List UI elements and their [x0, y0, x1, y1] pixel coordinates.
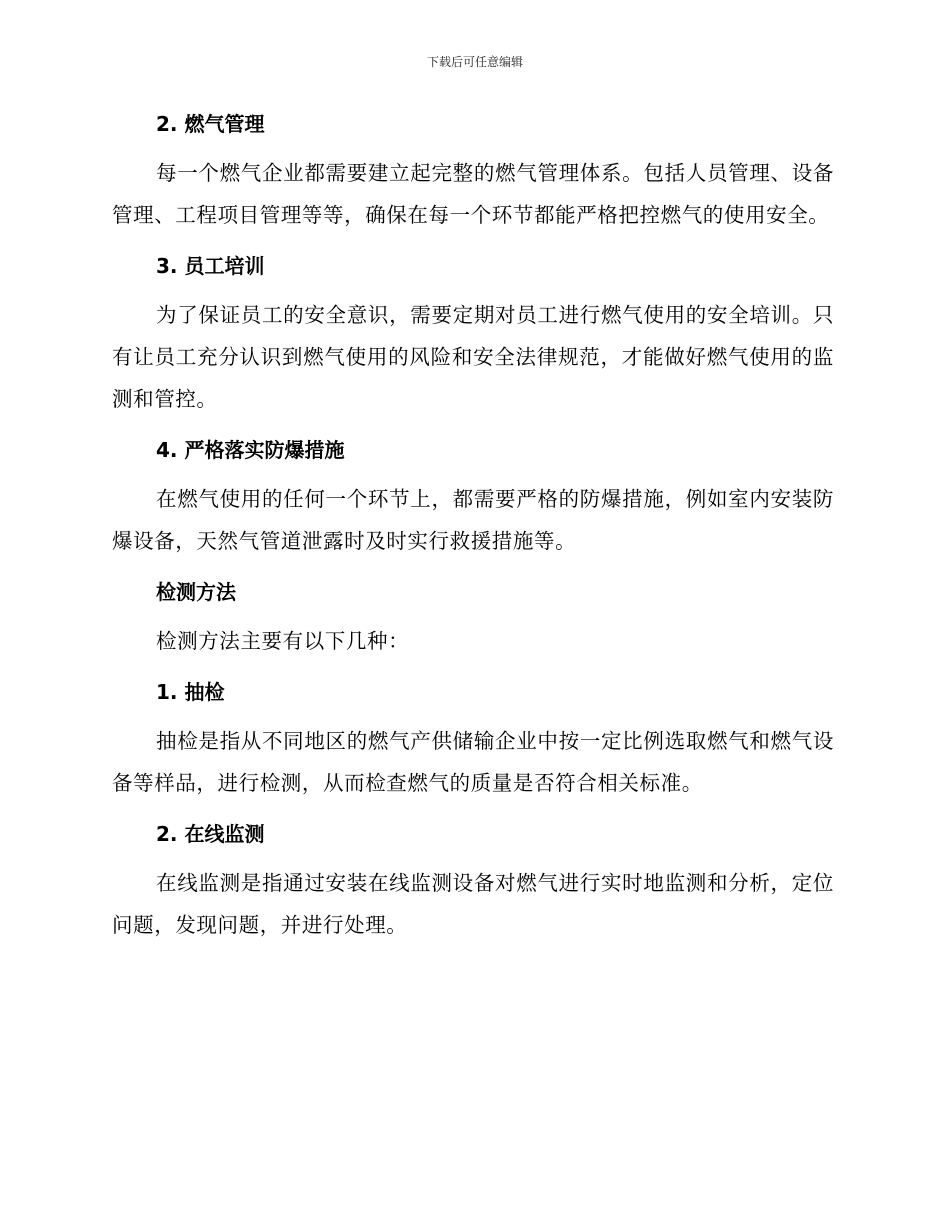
section-heading-gas-management: 2. 燃气管理: [156, 112, 265, 136]
page-header: 下载后可任意编辑: [426, 55, 523, 69]
document-body: [112, 110, 834, 946]
section-paragraph-staff-training: 为了保证员工的安全意识，需要定期对员工进行燃气使用的安全培训。只有让员工充分认识到燃气使用的风险和安全法律规范，才能做好燃气使用的监测和管控。: [112, 303, 834, 411]
section-paragraph-sampling: 抽检是指从不同地区的燃气产供储输企业中按一定比例选取燃气和燃气设备等样品，进行检测，从而检查燃气的质量是否符合相关标准。: [112, 729, 834, 795]
section-heading-detection-methods: 检测方法: [156, 580, 236, 604]
section-paragraph-gas-management: 每一个燃气企业都需要建立起完整的燃气管理体系。包括人员管理、设备管理、工程项目管理等等，确保在每一个环节都能严格把控燃气的使用安全。: [112, 161, 834, 227]
section-paragraph-detection-methods: 检测方法主要有以下几种：: [156, 629, 410, 653]
section-heading-sampling: 1. 抽检: [156, 680, 225, 704]
section-paragraph-explosion-proof: 在燃气使用的任何一个环节上，都需要严格的防爆措施，例如室内安装防爆设备，天然气管道泄露时及时实行救援措施等。: [112, 487, 834, 553]
section-heading-online-monitoring: 2. 在线监测: [156, 822, 265, 846]
section-heading-staff-training: 3. 员工培训: [156, 254, 265, 278]
section-paragraph-online-monitoring: 在线监测是指通过安装在线监测设备对燃气进行实时地监测和分析，定位问题，发现问题，并进行处理。: [112, 871, 834, 937]
section-heading-explosion-proof: 4. 严格落实防爆措施: [156, 438, 345, 462]
